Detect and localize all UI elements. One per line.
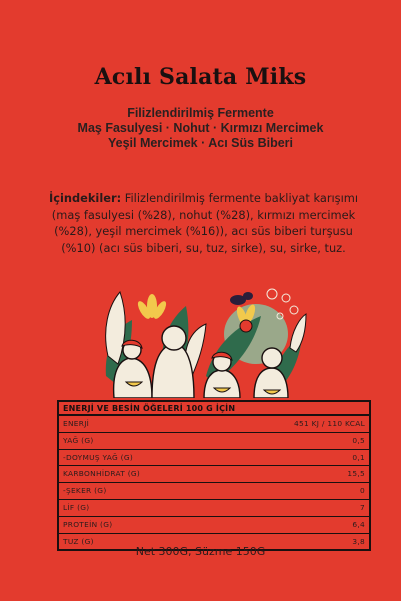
nutrition-row	[59, 433, 369, 450]
nutrient-name: -DOYMUŞ YAĞ (G)	[63, 452, 134, 462]
nutrition-row	[59, 483, 369, 500]
nutrient-name: LİF (G)	[63, 502, 90, 512]
nutrition-row	[59, 500, 369, 517]
subtitle-line-3: Yeşil Mercimek · Acı Süs Biberi	[107, 136, 294, 150]
white-leaf-3	[290, 314, 306, 352]
nutrient-name: YAĞ (G)	[63, 435, 94, 445]
family-illustration	[96, 286, 308, 398]
nutrient-value: 15,5	[347, 469, 365, 479]
nutrient-name: PROTEİN (G)	[63, 519, 113, 529]
nutrient-value: 451 KJ / 110 KCAL	[293, 419, 365, 428]
subtitle-line-1: Filizlendirilmiş Fermente	[127, 106, 274, 120]
nutrient-value: 3,8	[352, 536, 365, 546]
nutrient-value: 0	[359, 486, 365, 496]
net-weight: Net 300G, Süzme 150G	[135, 545, 266, 558]
product-title: Acılı Salata Miks	[94, 64, 307, 90]
nutrient-value: 0,5	[352, 435, 365, 445]
ingredients-label: İçindekiler:	[48, 191, 122, 205]
ingredients-block	[46, 190, 361, 256]
nutrient-name: TUZ (G)	[63, 536, 94, 546]
ingredients-text: Filizlendirilmiş fermente bakliyat karışımı (maş fasulyesi (%28), nohut (%28), kırmızı mercimek (%28), yeşil mercimek (%16)), acı süs biberi turşusu (%10) (acı süs biberi, su, tuz, sirke), su, sirke, tuz.	[51, 191, 359, 255]
nutrition-header: ENERJİ VE BESİN ÖĞELERİ 100 G İÇİN	[59, 402, 369, 416]
subtitle-line-2: Maş Fasulyesi · Nohut · Kırmızı Mercimek	[77, 121, 324, 135]
berry-cluster	[230, 292, 253, 305]
nutrient-value: 7	[359, 502, 365, 512]
nutrient-name: ENERJİ	[63, 419, 90, 428]
nutrient-value: 6,4	[352, 519, 365, 529]
nutrition-table	[57, 400, 371, 551]
nutrition-row	[59, 517, 369, 534]
nutrient-value: 0,1	[352, 452, 365, 462]
nutrition-row	[59, 450, 369, 467]
red-flower	[240, 320, 252, 332]
nutrient-name: -ŞEKER (G)	[63, 486, 107, 496]
yellow-flower	[136, 294, 169, 321]
nutrient-name: KARBONHİDRAT (G)	[63, 469, 141, 479]
nutrition-row	[59, 416, 369, 433]
nutrition-row	[59, 466, 369, 483]
